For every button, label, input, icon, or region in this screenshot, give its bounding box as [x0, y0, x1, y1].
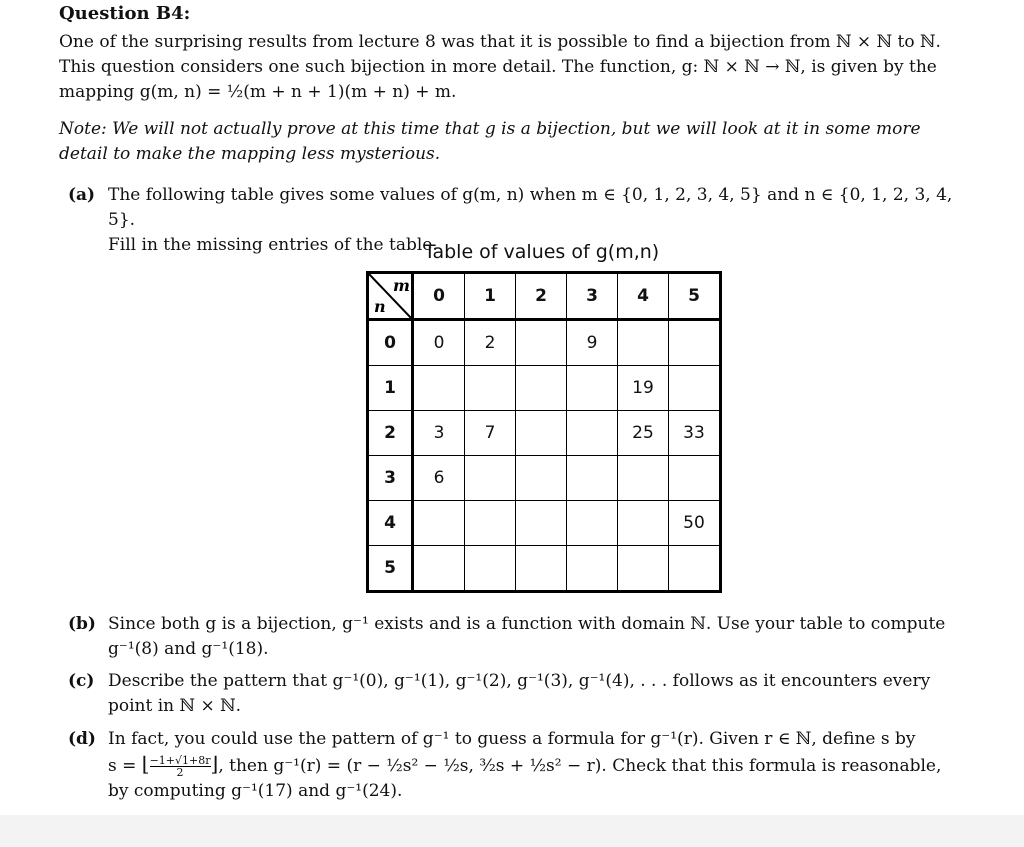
part-a-tag: (a): [68, 185, 96, 205]
table-cell[interactable]: 2: [465, 320, 516, 366]
table-cell[interactable]: [413, 366, 465, 411]
values-table: [366, 271, 722, 593]
table-row: [368, 411, 721, 456]
part-c-line: Describe the pattern that g⁻¹(0), g⁻¹(1), g⁻¹(2), g⁻¹(3), g⁻¹(4), . . . follows as it encounters every: [108, 671, 931, 691]
table-cell[interactable]: [516, 366, 567, 411]
table-cell[interactable]: 50: [669, 501, 721, 546]
table-cell[interactable]: 25: [618, 411, 669, 456]
col-header: 0: [413, 273, 465, 320]
table-cell[interactable]: [516, 320, 567, 366]
col-header: 1: [465, 273, 516, 320]
row-header: 5: [368, 546, 413, 592]
table-cell[interactable]: [413, 501, 465, 546]
table-cell[interactable]: [567, 411, 618, 456]
corner-n-label: n: [374, 297, 386, 316]
table-cell[interactable]: [669, 546, 721, 592]
s-fraction: [150, 755, 211, 778]
s-equals: s =: [108, 756, 137, 776]
intro-line: One of the surprising results from lecture 8 was that it is possible to find a bijection from ℕ × ℕ to ℕ.: [59, 32, 941, 52]
corner-diagonal: [369, 274, 411, 318]
table-cell[interactable]: [618, 320, 669, 366]
row-header: 0: [368, 320, 413, 366]
row-header: 1: [368, 366, 413, 411]
note-line: Note: We will not actually prove at this time that g is a bijection, but we will look at it in some more: [59, 119, 921, 139]
table-row: [368, 456, 721, 501]
table-cell[interactable]: [618, 456, 669, 501]
table-cell[interactable]: [413, 546, 465, 592]
table-header-row: [368, 273, 721, 320]
table-cell[interactable]: [669, 366, 721, 411]
note: [59, 117, 979, 167]
part-b-line: Since both g is a bijection, g⁻¹ exists and is a function with domain ℕ. Use your table to compute: [108, 614, 946, 634]
part-b: [68, 612, 979, 662]
part-a-line: The following table gives some values of g(m, n) when m ∈ {0, 1, 2, 3, 4, 5} and n ∈ {0, 1, 2, 3, 4, 5}.: [108, 185, 953, 230]
col-header: 3: [567, 273, 618, 320]
table-cell[interactable]: [465, 456, 516, 501]
part-d-formula: , then g⁻¹(r) = (r − ½s² − ½s, ³⁄₂s + ½s² − r). Check that this formula is reasonable,: [218, 756, 942, 776]
table-cell[interactable]: 19: [618, 366, 669, 411]
row-header: 4: [368, 501, 413, 546]
table-row: [368, 320, 721, 366]
corner-m-label: m: [393, 276, 410, 295]
intro-line: mapping g(m, n) = ½(m + n + 1)(m + n) + m.: [59, 82, 457, 102]
part-b-tag: (b): [68, 614, 96, 634]
table-cell[interactable]: [567, 546, 618, 592]
table-cell[interactable]: 7: [465, 411, 516, 456]
row-header: 2: [368, 411, 413, 456]
part-d-line: In fact, you could use the pattern of g⁻¹ to guess a formula for g⁻¹(r). Given r ∈ ℕ, define s by: [108, 729, 916, 749]
table-row: [368, 501, 721, 546]
part-c-tag: (c): [68, 671, 95, 691]
part-c: [68, 669, 979, 719]
table-cell[interactable]: 6: [413, 456, 465, 501]
col-header: 4: [618, 273, 669, 320]
table-cell[interactable]: [567, 456, 618, 501]
table-cell[interactable]: [669, 456, 721, 501]
table-cell[interactable]: [465, 546, 516, 592]
part-a-line: Fill in the missing entries of the table.: [108, 235, 438, 255]
part-d-tag: (d): [68, 729, 96, 749]
table-cell[interactable]: [567, 366, 618, 411]
table-caption: Table of values of g(m,n): [424, 241, 660, 263]
table-cell[interactable]: [465, 366, 516, 411]
table-cell[interactable]: [516, 546, 567, 592]
table-cell[interactable]: [465, 501, 516, 546]
s-numerator: −1+√1+8r: [149, 754, 211, 767]
table-corner: [368, 273, 413, 320]
table-cell[interactable]: 33: [669, 411, 721, 456]
table-cell[interactable]: 9: [567, 320, 618, 366]
table-cell[interactable]: 3: [413, 411, 465, 456]
table-row: [368, 366, 721, 411]
table-cell[interactable]: [669, 320, 721, 366]
s-denominator: 2: [176, 766, 184, 779]
col-header: 2: [516, 273, 567, 320]
table-row: [368, 546, 721, 592]
part-d: [68, 727, 979, 804]
question-title: Question B4:: [59, 3, 191, 24]
part-c-line: point in ℕ × ℕ.: [108, 696, 242, 716]
table-cell[interactable]: 0: [413, 320, 465, 366]
row-header: 3: [368, 456, 413, 501]
part-b-line: g⁻¹(8) and g⁻¹(18).: [108, 639, 269, 659]
part-d-line: by computing g⁻¹(17) and g⁻¹(24).: [108, 781, 403, 801]
table-cell[interactable]: [567, 501, 618, 546]
table-cell[interactable]: [618, 546, 669, 592]
col-header: 5: [669, 273, 721, 320]
intro-line: This question considers one such bijection in more detail. The function, g: ℕ × ℕ → ℕ, is given by the: [59, 57, 937, 77]
table-cell[interactable]: [516, 411, 567, 456]
note-line: detail to make the mapping less mysterious.: [59, 144, 441, 164]
bottom-bar: [0, 815, 1024, 847]
question-intro: [59, 30, 979, 105]
table-cell[interactable]: [516, 501, 567, 546]
table-cell[interactable]: [516, 456, 567, 501]
table-cell[interactable]: [618, 501, 669, 546]
part-d-line: s = ⌊ $\frac{-1+√1+8r}{2}$ ⌋, then g⁻¹(r) = (r − ½s² − ½s, ³⁄₂s + ½s² − r). Check that this formula is reasonable,: [108, 752, 942, 779]
